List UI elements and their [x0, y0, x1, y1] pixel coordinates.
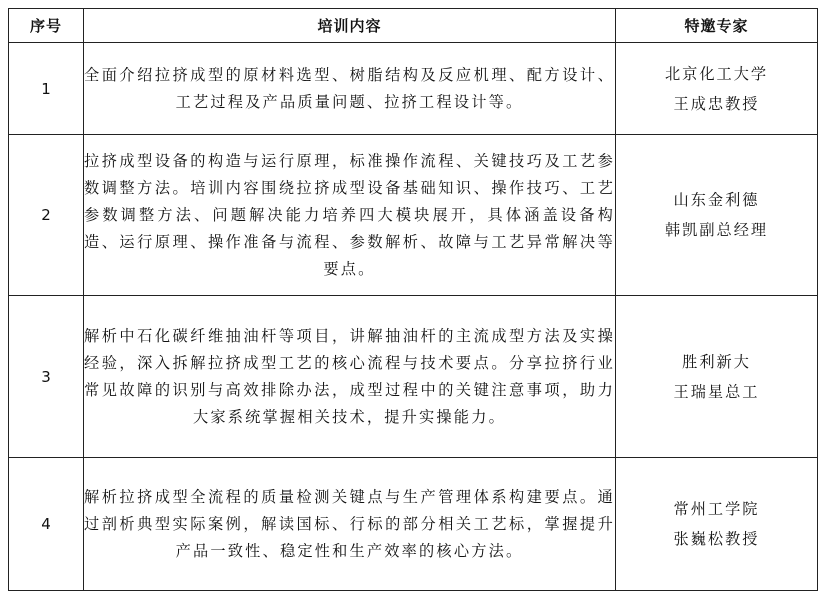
row-number: 1	[9, 43, 84, 135]
training-content: 全面介绍拉挤成型的原材料选型、树脂结构及反应机理、配方设计、工艺过程及产品质量问题、拉挤工程设计等。	[84, 43, 616, 135]
expert-cell	[616, 296, 818, 458]
row-number: 3	[9, 296, 84, 458]
header-row	[9, 9, 818, 43]
expert-organization: 山东金利德	[673, 191, 760, 209]
row-number: 4	[9, 458, 84, 591]
expert-organization: 常州工学院	[673, 500, 760, 518]
expert-organization: 胜利新大	[682, 352, 751, 371]
table-row	[9, 135, 818, 296]
header-content: 培训内容	[84, 9, 616, 43]
header-expert: 特邀专家	[616, 9, 818, 43]
header-no: 序号	[9, 9, 84, 43]
training-content: 拉挤成型设备的构造与运行原理，标准操作流程、关键技巧及工艺参数调整方法。培训内容围绕拉挤成型设备基础知识、操作技巧、工艺参数调整方法、问题解决能力培养四大模块展开，具体涵盖设备构造、运行原理、操作准备与流程、参数解析、故障与工艺异常解决等要点。	[84, 135, 616, 296]
expert-name: 韩凯副总经理	[664, 221, 769, 239]
table-row	[9, 296, 818, 458]
expert-name: 张巍松教授	[673, 530, 760, 548]
training-schedule-table	[8, 8, 818, 591]
table-row	[9, 458, 818, 591]
expert-organization: 北京化工大学	[664, 64, 769, 83]
expert-cell	[616, 135, 818, 296]
table-row	[9, 43, 818, 135]
training-content: 解析中石化碳纤维抽油杆等项目，讲解抽油杆的主流成型方法及实操经验，深入拆解拉挤成型工艺的核心流程与技术要点。分享拉挤行业常见故障的识别与高效排除办法，成型过程中的关键注意事项，助力大家系统掌握相关技术，提升实操能力。	[84, 296, 616, 458]
expert-cell	[616, 43, 818, 135]
expert-name: 王成忠教授	[673, 94, 760, 113]
table-body	[9, 43, 818, 591]
expert-name: 王瑞星总工	[673, 382, 760, 401]
table-header	[9, 9, 818, 43]
training-content: 解析拉挤成型全流程的质量检测关键点与生产管理体系构建要点。通过剖析典型实际案例，解读国标、行标的部分相关工艺标，掌握提升产品一致性、稳定性和生产效率的核心方法。	[84, 458, 616, 591]
expert-cell	[616, 458, 818, 591]
row-number: 2	[9, 135, 84, 296]
